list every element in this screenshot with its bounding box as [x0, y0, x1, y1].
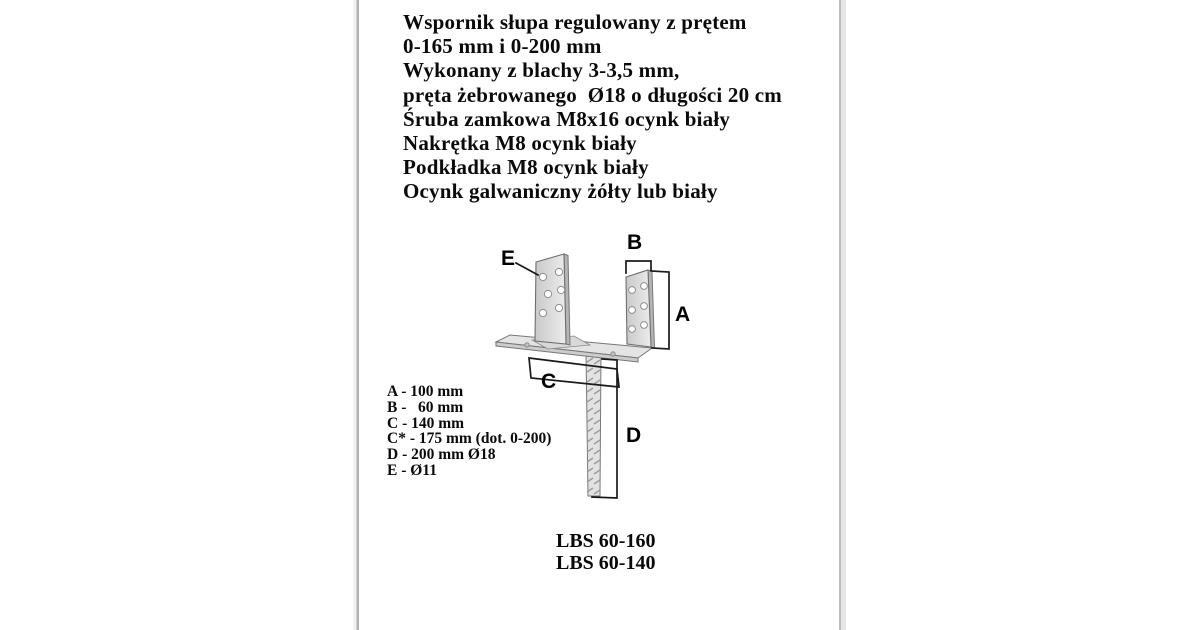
diagram-label-d: D	[626, 424, 642, 447]
right-divider	[839, 0, 846, 630]
right-plate	[626, 270, 655, 348]
diagram-label-a: A	[675, 303, 691, 326]
carriage-bolt-head	[525, 343, 529, 347]
description-line: pręta żebrowanego Ø18 o długości 20 cm	[403, 82, 782, 107]
left-plate	[535, 254, 570, 345]
dimension-item: B - 60 mm	[387, 398, 464, 416]
product-description	[403, 10, 782, 204]
description-line: Ocynk galwaniczny żółty lub biały	[403, 179, 718, 204]
left-divider	[353, 0, 359, 630]
pointer-line-e	[516, 263, 538, 275]
diagram-label-c: C	[541, 370, 557, 393]
description-line: Śruba zamkowa M8x16 ocynk biały	[403, 106, 731, 131]
description-line: Nakrętka M8 ocynk biały	[403, 131, 637, 156]
dimension-item: A - 100 mm	[387, 383, 464, 400]
description-line: Podkładka M8 ocynk biały	[403, 155, 649, 180]
diagram-label-e: E	[501, 247, 516, 270]
dimension-item: D - 200 mm Ø18	[387, 446, 496, 464]
diagram-label-b: B	[627, 231, 643, 254]
description-line: Wspornik słupa regulowany z prętem	[403, 10, 747, 34]
description-line: 0-165 mm i 0-200 mm	[403, 34, 602, 59]
dimension-item: C* - 175 mm (dot. 0-200)	[387, 430, 552, 448]
product-code: LBS 60-140	[556, 551, 656, 574]
dimension-item: E - Ø11	[387, 461, 437, 479]
carriage-bolt-head	[611, 352, 615, 356]
rebar-rod	[586, 352, 601, 496]
description-line: Wykonany z blachy 3-3,5 mm,	[403, 58, 680, 83]
product-code: LBS 60-160	[556, 530, 656, 552]
dimension-item: C - 140 mm	[387, 414, 465, 432]
dimension-list	[387, 384, 551, 479]
product-codes	[556, 531, 655, 574]
